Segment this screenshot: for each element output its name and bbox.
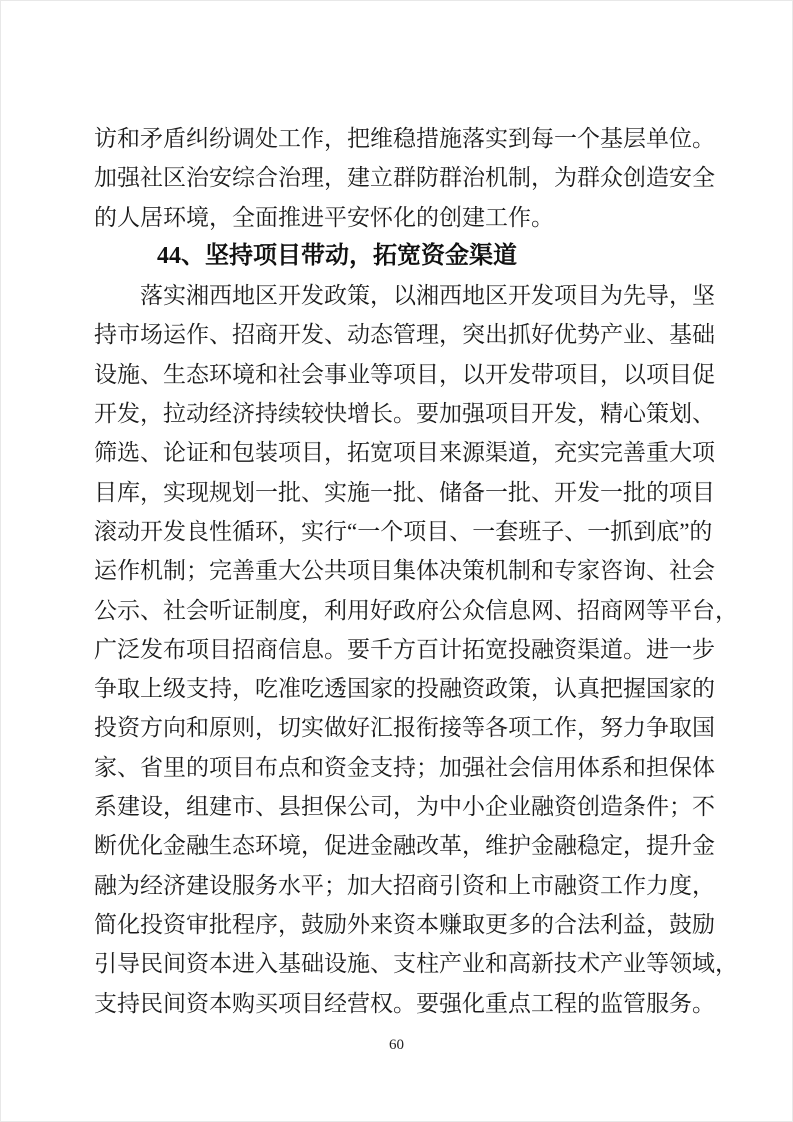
text-line: 引导民间资本进入基础设施、支柱产业和高新技术产业等领域， [94, 951, 738, 977]
text-line: 广泛发布项目招商信息。要千方百计拓宽投融资渠道。进一步 [94, 636, 715, 662]
page-number: 60 [389, 1037, 404, 1053]
text-line: 滚动开发良性循环，实行“一个项目、一套班子、一抓到底”的 [94, 518, 713, 544]
text-line: 简化投资审批程序，鼓励外来资本赚取更多的合法利益，鼓励 [94, 911, 715, 937]
text-line: 的人居环境，全面推进平安怀化的创建工作。 [94, 204, 554, 230]
text-line: 目库，实现规划一批、实施一批、储备一批、开发一批的项目 [94, 479, 715, 505]
text-line: 争取上级支持，吃准吃透国家的投融资政策，认真把握国家的 [94, 676, 715, 702]
text-line: 设施、生态环境和社会事业等项目，以开发带项目，以项目促 [94, 361, 715, 387]
text-line: 公示、社会听证制度，利用好政府公众信息网、招商网等平台， [94, 597, 738, 623]
text-line: 访和矛盾纠纷调处工作，把维稳措施落实到每一个基层单位。 [94, 126, 715, 151]
text-line: 断优化金融生态环境，促进金融改革，维护金融稳定，提升金 [94, 833, 715, 859]
text-line: 加强社区治安综合治理，建立群防群治机制，为群众创造安全 [94, 165, 715, 191]
document-body [94, 119, 738, 1023]
text-line: 家、省里的项目布点和资金支持；加强社会信用体系和担保体 [94, 754, 715, 780]
text-line: 投资方向和原则，切实做好汇报衔接等各项工作，努力争取国 [94, 715, 715, 741]
text-line: 筛选、论证和包装项目，拓宽项目来源渠道，充实完善重大项 [94, 440, 715, 466]
text-line: 落实湘西地区开发政策，以湘西地区开发项目为先导，坚 [140, 283, 715, 309]
text-line: 融为经济建设服务水平；加大招商引资和上市融资工作力度， [94, 872, 715, 898]
section-heading-44: 44、坚持项目带动，拓宽资金渠道 [157, 242, 517, 269]
text-line: 支持民间资本购买项目经营权。要强化重点工程的监管服务。 [94, 990, 715, 1016]
text-line: 运作机制；完善重大公共项目集体决策机制和专家咨询、社会 [94, 558, 715, 584]
text-line: 系建设，组建市、县担保公司，为中小企业融资创造条件；不 [94, 794, 715, 820]
text-line: 持市场运作、招商开发、动态管理，突出抓好优势产业、基础 [94, 322, 715, 348]
text-line: 开发，拉动经济持续较快增长。要加强项目开发，精心策划、 [94, 401, 715, 427]
